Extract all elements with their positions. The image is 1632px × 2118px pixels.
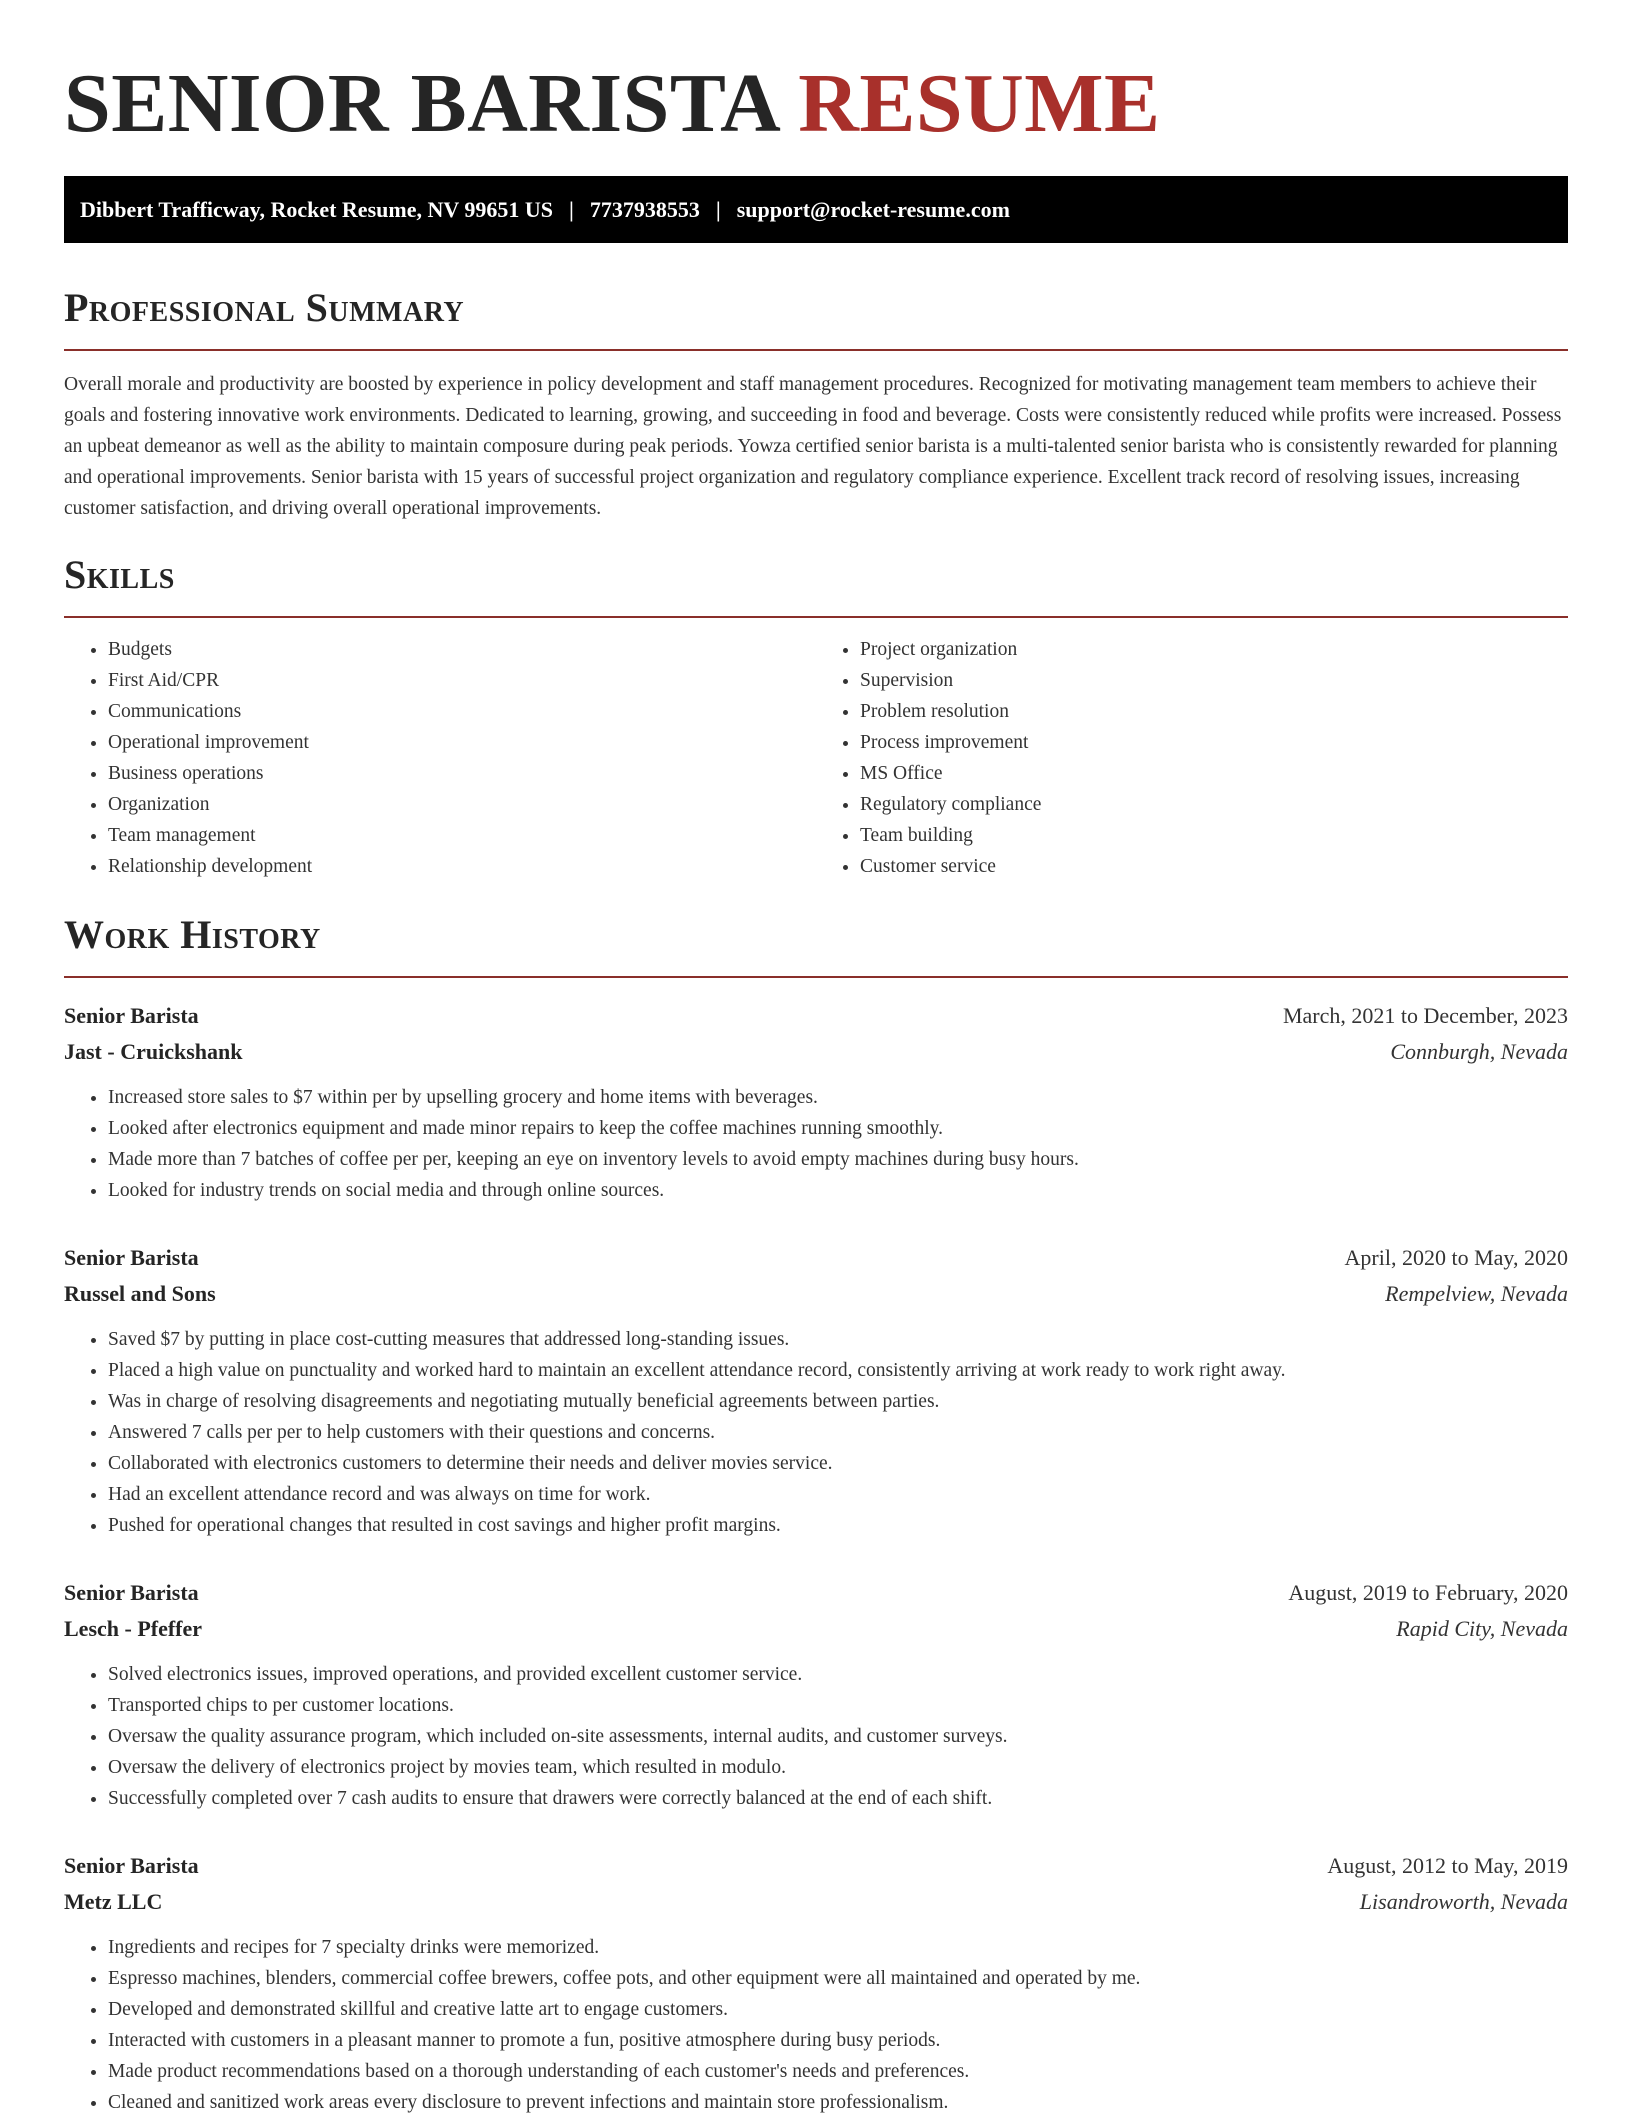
- job-location: Rapid City, Nevada: [1396, 1616, 1568, 1641]
- job-location: Rempelview, Nevada: [1385, 1281, 1568, 1306]
- skill-item: • MS Office: [860, 758, 1568, 789]
- job-bullet: • Was in charge of resolving disagreements and negotiating mutually beneficial agreements between parties.: [108, 1386, 1568, 1417]
- job-bullet: • Made product recommendations based on a thorough understanding of each customer's needs and preferences.: [108, 2056, 1568, 2087]
- job-dates: April, 2020 to May, 2020: [1344, 1245, 1568, 1270]
- job-title-row: [64, 1575, 1568, 1611]
- contact-separator: |: [568, 196, 574, 222]
- skill-item: • Customer service: [860, 851, 1568, 882]
- job-dates: August, 2019 to February, 2020: [1288, 1580, 1568, 1605]
- job-company: Russel and Sons: [64, 1281, 216, 1306]
- summary-text: Overall morale and productivity are boosted by experience in policy development and staff management procedures. Recognized for motivating management team members to achieve their goals and fostering innovative work environments. Dedicated to learning, growing, and succeeding in food and beverage. Costs were consistently reduced while profits were increased. Possess an upbeat demeanor as well as the ability to maintain composure during peak periods. Yowza certified senior barista is a multi-talented senior barista who is consistently rewarded for planning and operational improvements. Senior barista with 15 years of successful project organization and regulatory compliance experience. Excellent track record of resolving issues, increasing customer satisfaction, and driving overall operational improvements.: [64, 374, 1562, 519]
- job-company: Metz LLC: [64, 1889, 163, 1914]
- job-bullet: • Saved $7 by putting in place cost-cutting measures that addressed long-standing issues.: [108, 1324, 1568, 1355]
- job-company-row: [64, 1034, 1568, 1070]
- job-bullet: • Ingredients and recipes for 7 specialty drinks were memorized.: [108, 1932, 1568, 1963]
- resume-title: [64, 56, 1568, 152]
- work-history-heading: Work History: [64, 912, 321, 957]
- job-bullet-list: [64, 1082, 1568, 1206]
- contact-phone: 7737938553: [589, 196, 700, 222]
- skill-item: • Organization: [108, 789, 816, 820]
- skill-item: • Communications: [108, 696, 816, 727]
- job-bullet-list: [64, 1659, 1568, 1814]
- contact-email: support@rocket-resume.com: [736, 196, 1010, 222]
- job-company: Jast - Cruickshank: [64, 1039, 243, 1064]
- job-bullet: • Interacted with customers in a pleasant manner to promote a fun, positive atmosphere during busy periods.: [108, 2025, 1568, 2056]
- job-dates: March, 2021 to December, 2023: [1282, 1003, 1568, 1028]
- job-bullet: • Answered 7 calls per per to help customers with their questions and concerns.: [108, 1417, 1568, 1448]
- job-title: Senior Barista: [64, 1003, 199, 1028]
- job-bullet: • Cleaned and sanitized work areas every disclosure to prevent infections and maintain store professionalism.: [108, 2087, 1568, 2118]
- skill-item: • Problem resolution: [860, 696, 1568, 727]
- job-bullet: • Placed a high value on punctuality and worked hard to maintain an excellent attendance record, consistently arriving at work ready to work right away.: [108, 1355, 1568, 1386]
- job-bullet: • Oversaw the delivery of electronics project by movies team, which resulted in modulo.: [108, 1752, 1568, 1783]
- contact-bar: [64, 176, 1568, 243]
- skill-item: • Business operations: [108, 758, 816, 789]
- job-entry: [64, 1240, 1568, 1541]
- skill-item: • Relationship development: [108, 851, 816, 882]
- section-divider: [64, 976, 1568, 978]
- skill-item: • Supervision: [860, 665, 1568, 696]
- section-divider: [64, 616, 1568, 618]
- skill-item: • Budgets: [108, 634, 816, 665]
- skill-item: • Operational improvement: [108, 727, 816, 758]
- title-resume-word: RESUME: [798, 57, 1161, 150]
- summary-heading: Professional Summary: [64, 285, 465, 330]
- job-title-row: [64, 998, 1568, 1034]
- skills-list-left: [64, 634, 816, 882]
- job-title: Senior Barista: [64, 1245, 199, 1270]
- job-bullet: • Pushed for operational changes that resulted in cost savings and higher profit margins.: [108, 1510, 1568, 1541]
- contact-separator: |: [715, 196, 721, 222]
- job-dates: August, 2012 to May, 2019: [1327, 1853, 1568, 1878]
- job-company-row: [64, 1276, 1568, 1312]
- job-bullet: • Collaborated with electronics customers to determine their needs and deliver movies service.: [108, 1448, 1568, 1479]
- section-divider: [64, 349, 1568, 351]
- job-bullet: • Transported chips to per customer locations.: [108, 1690, 1568, 1721]
- job-bullet: • Made more than 7 batches of coffee per per, keeping an eye on inventory levels to avoid empty machines during busy hours.: [108, 1144, 1568, 1175]
- job-company: Lesch - Pfeffer: [64, 1616, 203, 1641]
- job-bullet-list: [64, 1324, 1568, 1541]
- skill-item: • First Aid/CPR: [108, 665, 816, 696]
- job-bullet: • Solved electronics issues, improved operations, and provided excellent customer service.: [108, 1659, 1568, 1690]
- job-location: Connburgh, Nevada: [1390, 1039, 1568, 1064]
- job-company-row: [64, 1884, 1568, 1920]
- skill-item: • Regulatory compliance: [860, 789, 1568, 820]
- skill-item: • Team management: [108, 820, 816, 851]
- title-role: SENIOR BARISTA: [64, 57, 777, 150]
- work-history-list: [64, 998, 1568, 2118]
- job-bullet-list: [64, 1932, 1568, 2118]
- skills-list-right: [816, 634, 1568, 882]
- skills-grid: [64, 634, 1568, 882]
- job-bullet: • Increased store sales to $7 within per by upselling grocery and home items with beverages.: [108, 1082, 1568, 1113]
- job-bullet: • Developed and demonstrated skillful and creative latte art to engage customers.: [108, 1994, 1568, 2025]
- job-title-row: [64, 1848, 1568, 1884]
- job-entry: [64, 1848, 1568, 2118]
- job-bullet: • Oversaw the quality assurance program, which included on-site assessments, internal audits, and customer surveys.: [108, 1721, 1568, 1752]
- job-bullet: • Successfully completed over 7 cash audits to ensure that drawers were correctly balanced at the end of each shift.: [108, 1783, 1568, 1814]
- skills-heading: Skills: [64, 552, 175, 597]
- job-location: Lisandroworth, Nevada: [1359, 1889, 1568, 1914]
- contact-address: Dibbert Trafficway, Rocket Resume, NV 99651 US: [80, 196, 553, 222]
- job-bullet: • Looked after electronics equipment and made minor repairs to keep the coffee machines running smoothly.: [108, 1113, 1568, 1144]
- skill-item: • Project organization: [860, 634, 1568, 665]
- job-bullet: • Looked for industry trends on social media and through online sources.: [108, 1175, 1568, 1206]
- job-bullet: • Had an excellent attendance record and was always on time for work.: [108, 1479, 1568, 1510]
- skill-item: • Process improvement: [860, 727, 1568, 758]
- job-title-row: [64, 1240, 1568, 1276]
- job-entry: [64, 1575, 1568, 1814]
- job-title: Senior Barista: [64, 1580, 199, 1605]
- job-company-row: [64, 1611, 1568, 1647]
- job-entry: [64, 998, 1568, 1206]
- skill-item: • Team building: [860, 820, 1568, 851]
- job-bullet: • Espresso machines, blenders, commercial coffee brewers, coffee pots, and other equipment were all maintained and operated by me.: [108, 1963, 1568, 1994]
- job-title: Senior Barista: [64, 1853, 199, 1878]
